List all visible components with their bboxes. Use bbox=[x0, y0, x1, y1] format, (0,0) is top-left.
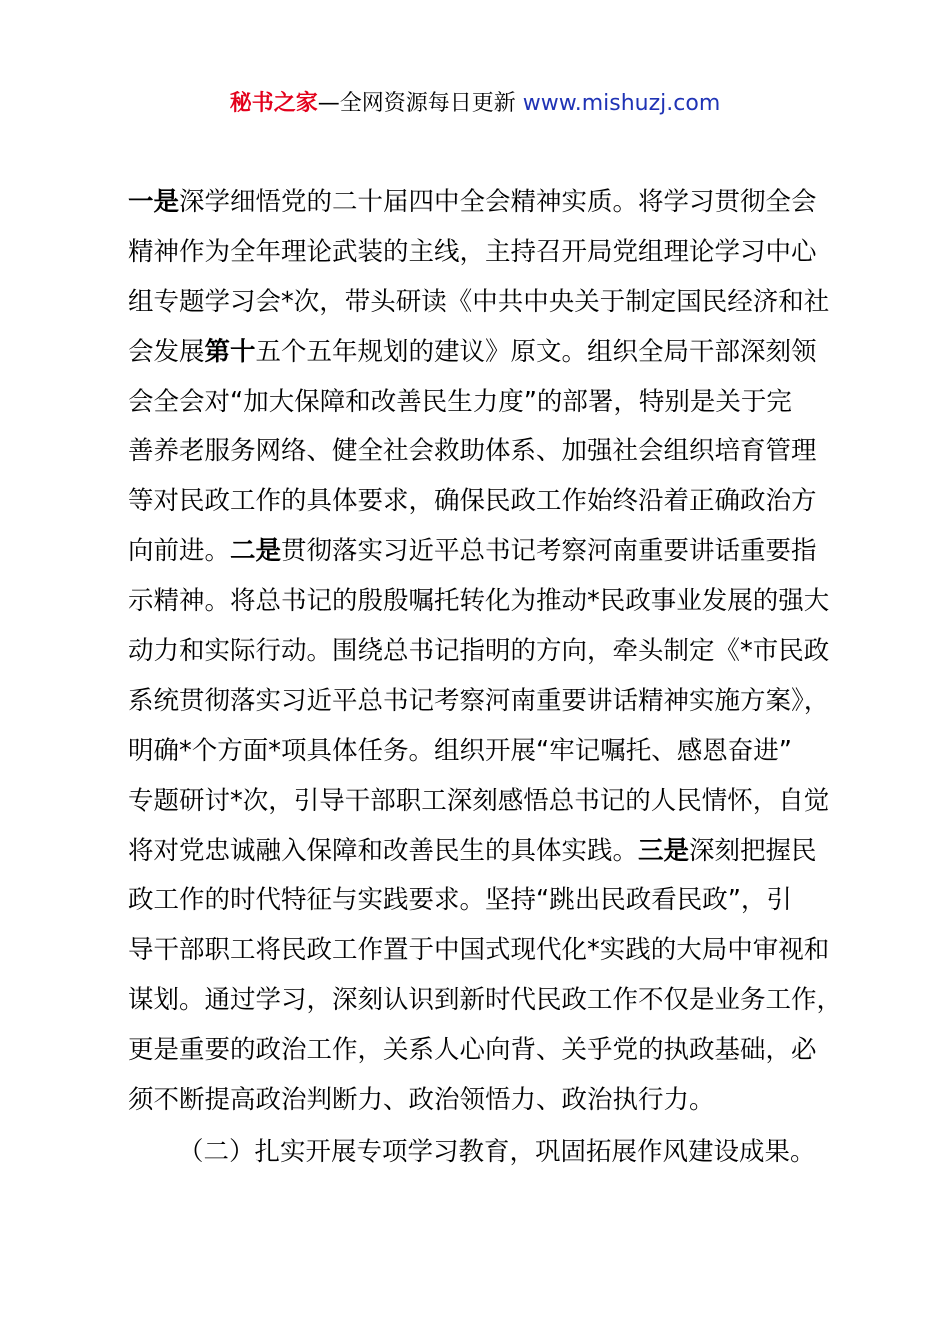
bold-keyword: 一是 bbox=[128, 187, 180, 217]
body-line bbox=[128, 178, 834, 228]
line-text: 等对民政工作的具体要求，确保民政工作始终沿着正确政治方 bbox=[128, 486, 817, 517]
line-text: 须不断提高政治判断力、政治领悟力、政治执行力。 bbox=[128, 1085, 715, 1116]
body-line bbox=[128, 1026, 834, 1076]
header-tagline: —全网资源每日更新 bbox=[317, 91, 523, 116]
section-heading: （二）扎实开展专项学习教育，巩固拓展作风建设成果。 bbox=[178, 1137, 816, 1167]
line-text: 政工作的时代特征与实践要求。坚持“跳出民政看民政”，引 bbox=[128, 885, 792, 916]
line-text: 专题研讨*次，引导干部职工深刻感悟总书记的人民情怀，自觉 bbox=[128, 785, 830, 816]
body-line bbox=[128, 1076, 834, 1126]
bold-keyword: 二是 bbox=[230, 536, 282, 567]
body-line bbox=[128, 627, 834, 677]
line-text: 导干部职工将民政工作置于中国式现代化*实践的大局中审视和 bbox=[128, 935, 830, 966]
line-text: 系统贯彻落实习近平总书记考察河南重要讲话精神实施方案》， bbox=[128, 685, 830, 716]
body-line bbox=[128, 926, 834, 976]
body-line bbox=[128, 228, 834, 278]
body-line bbox=[128, 677, 834, 727]
body-line bbox=[128, 278, 834, 328]
body-line bbox=[128, 378, 834, 428]
bold-keyword: 第十 bbox=[204, 336, 256, 367]
body-line bbox=[128, 876, 834, 926]
line-text: 会全会对“加大保障和改善民生力度”的部署，特别是关于完 bbox=[128, 386, 792, 417]
line-text: 深学细悟党的二十届四中全会精神实质。将学习贯彻全会 bbox=[179, 187, 817, 217]
line-text: 将对党忠诚融入保障和改善民生的具体实践。 bbox=[128, 835, 639, 866]
body-line bbox=[128, 976, 843, 1026]
body-line bbox=[128, 727, 834, 777]
body-line bbox=[128, 827, 834, 877]
body-paragraph bbox=[128, 178, 843, 1126]
brand-name[interactable]: 秘书之家 bbox=[229, 91, 318, 116]
body-line bbox=[128, 527, 834, 577]
body-line bbox=[128, 328, 834, 378]
line-text: 明确*个方面*项具体任务。组织开展“牢记嘱托、感恩奋进” bbox=[128, 735, 792, 766]
bold-keyword: 三是 bbox=[638, 835, 690, 866]
line-text: 向前进。 bbox=[128, 536, 231, 567]
line-text: 五个五年规划的建议》原文。组织全局干部深刻领 bbox=[255, 336, 817, 367]
body-line bbox=[128, 427, 834, 477]
line-text: 贯彻落实习近平总书记考察河南重要讲话重要指 bbox=[281, 536, 817, 567]
line-text: 善养老服务网络、健全社会救助体系、加强社会组织培育管理 bbox=[128, 436, 817, 467]
line-text: 深刻把握民 bbox=[689, 835, 817, 866]
line-text: 谋划。通过学习，深刻认识到新时代民政工作不仅是业务工作， bbox=[128, 985, 843, 1016]
line-text: 动力和实际行动。围绕总书记指明的方向，牵头制定《*市民政 bbox=[128, 636, 830, 667]
line-text: 示精神。将总书记的殷殷嘱托转化为推动*民政事业发展的强大 bbox=[128, 586, 830, 617]
site-url-link[interactable]: www.mishuzj.com bbox=[522, 91, 721, 116]
line-text: 会发展 bbox=[128, 336, 205, 367]
body-line bbox=[128, 777, 834, 827]
page-header bbox=[0, 86, 950, 122]
line-text: 更是重要的政治工作，关系人心向背、关乎党的执政基础，必 bbox=[128, 1035, 817, 1066]
line-text: 精神作为全年理论武装的主线，主持召开局党组理论学习中心 bbox=[128, 236, 817, 267]
line-text: 组专题学习会*次，带头研读《中共中央关于制定国民经济和社 bbox=[128, 286, 830, 317]
body-line bbox=[128, 477, 834, 527]
body-line bbox=[128, 577, 834, 627]
